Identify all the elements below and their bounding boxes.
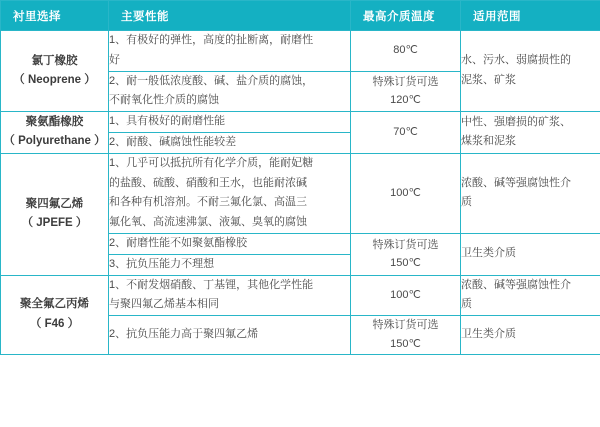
lining-material-cell: 聚全氟乙丙烯 （ F46 ） [1,275,109,354]
table-row [1,275,600,316]
column-header-lining: 衬里选择 [1,1,109,31]
performance-cell: 1、有极好的弹性，高度的扯断离，耐磨性 好 [109,31,351,72]
application-scope-cell: 浓酸、碱等强腐蚀性介 质 [461,275,600,316]
max-temperature-cell: 70℃ [351,112,461,154]
max-temperature-cell: 80℃ [351,31,461,72]
performance-cell: 1、不耐发烟硝酸、丁基锂，其他化学性能 与聚四氟乙烯基本相同 [109,275,351,316]
column-header-scope: 适用范围 [461,1,600,31]
table-row [1,31,600,72]
lining-material-cell: 聚四氟乙烯 （ JPEFE ） [1,153,109,275]
performance-cell: 3、抗负压能力不理想 [109,254,351,275]
application-scope-cell: 卫生类介质 [461,233,600,275]
max-temperature-cell: 特殊订货可选 150℃ [351,233,461,275]
performance-cell: 2、耐磨性能不如聚氨酯橡胶 [109,233,351,254]
application-scope-cell: 中性、强磨损的矿浆、 煤浆和泥浆 [461,112,600,154]
lining-material-cell: 氯丁橡胶 （ Neoprene ） [1,31,109,112]
table-body [1,31,600,355]
application-scope-cell: 水、污水、弱腐损性的 泥浆、矿浆 [461,31,600,112]
column-header-performance: 主要性能 [109,1,351,31]
performance-cell: 2、抗负压能力高于聚四氟乙烯 [109,316,351,354]
max-temperature-cell: 特殊订货可选 120℃ [351,71,461,112]
table-row [1,112,600,133]
application-scope-cell: 卫生类介质 [461,316,600,354]
application-scope-cell: 浓酸、碱等强腐蚀性介 质 [461,153,600,233]
performance-cell: 2、耐一般低浓度酸、碱、盐介质的腐蚀， 不耐氧化性介质的腐蚀 [109,71,351,112]
table-header-row [1,1,600,31]
performance-cell: 1、几乎可以抵抗所有化学介质，能耐妃糖 的盐酸、硫酸、硝酸和王水，也能耐浓碱 和各种有机溶剂。不耐三氟化氯、高温三 氟化氧、高流速沸氯、液氟、臭氧的腐蚀 [109,153,351,233]
max-temperature-cell: 100℃ [351,275,461,316]
performance-cell: 2、耐酸、碱腐蚀性能较差 [109,132,351,153]
table-header [1,1,600,31]
table-row [1,153,600,233]
max-temperature-cell: 100℃ [351,153,461,233]
max-temperature-cell: 特殊订货可选 150℃ [351,316,461,354]
column-header-max-temp: 最高介质温度 [351,1,461,31]
lining-material-cell: 聚氨酯橡胶 （ Polyurethane ） [1,112,109,154]
performance-cell: 1、具有极好的耐磨性能 [109,112,351,133]
